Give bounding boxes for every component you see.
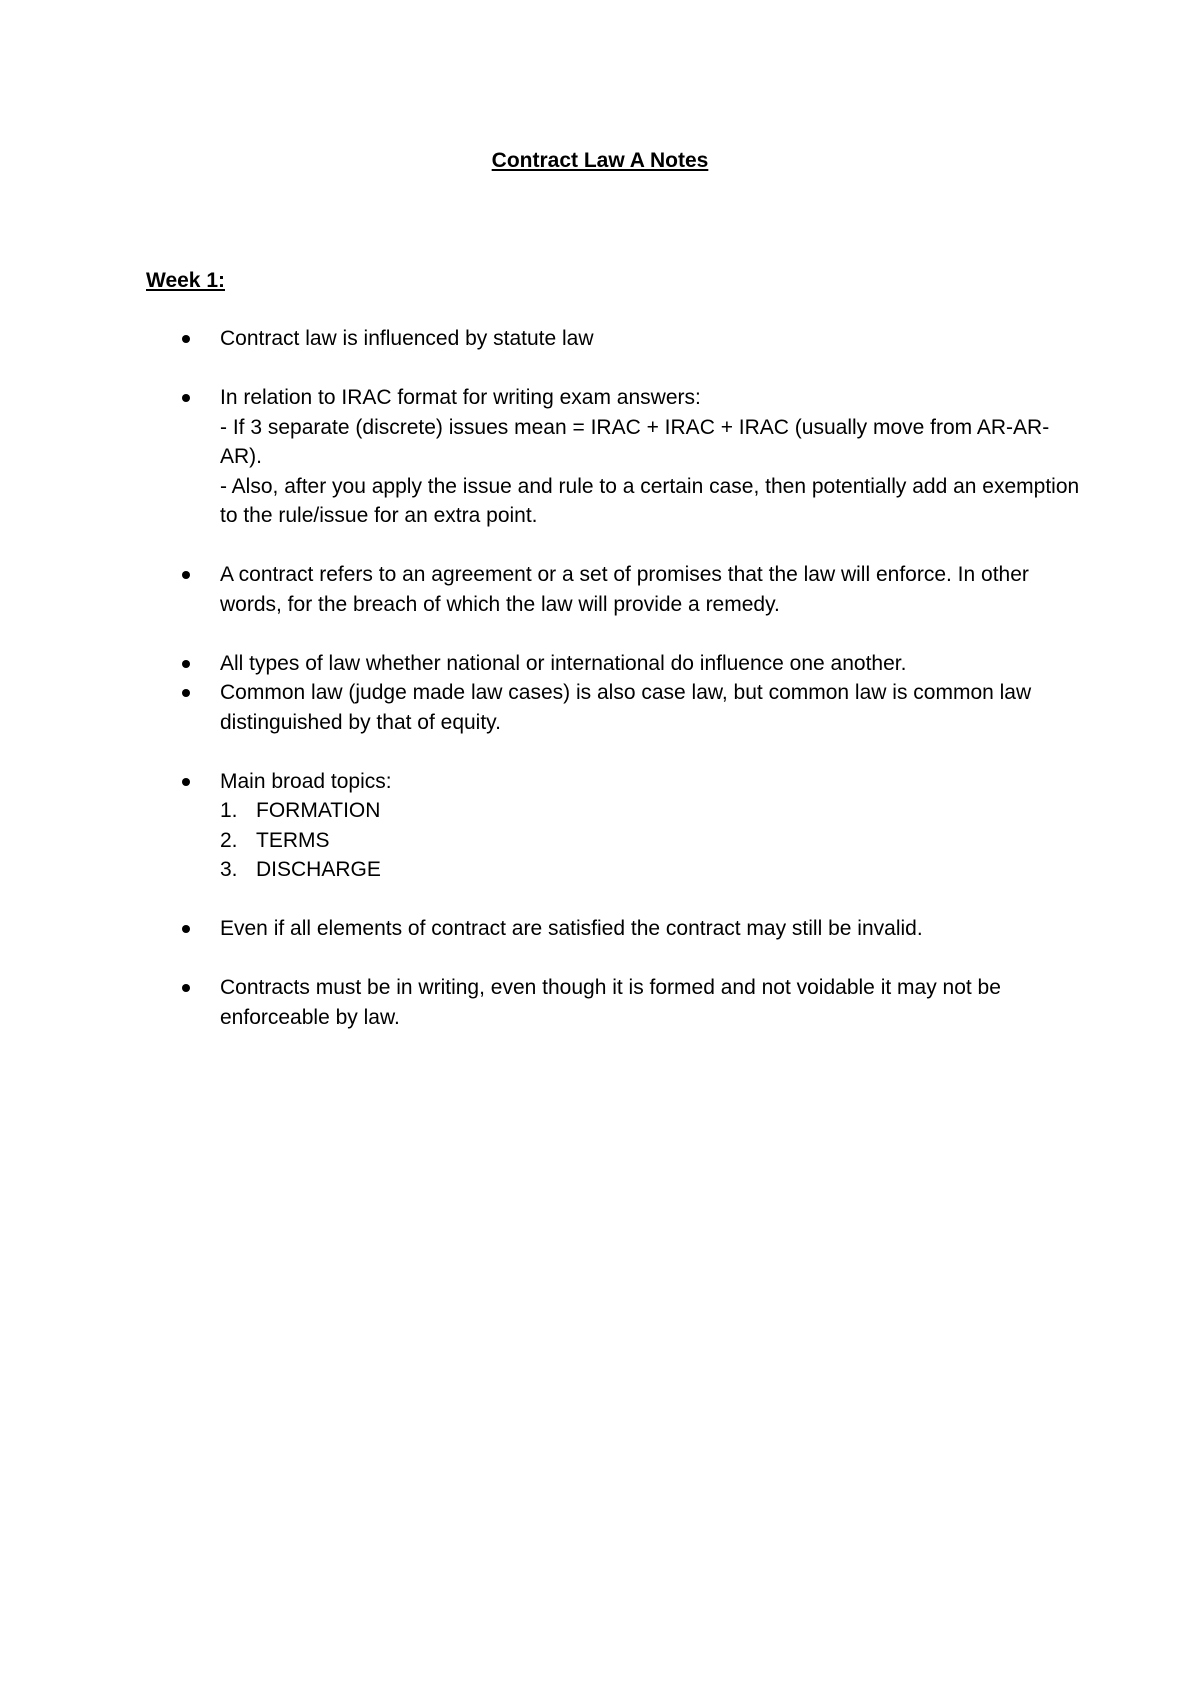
document-title: Contract Law A Notes <box>491 149 709 172</box>
list-item <box>146 767 1086 885</box>
topic-number: 2. <box>220 828 238 852</box>
bullet-icon <box>182 394 190 402</box>
topic-text: TERMS <box>256 828 330 852</box>
topic-text: FORMATION <box>256 799 381 822</box>
list-item <box>146 560 1086 619</box>
week-heading: Week 1: <box>146 269 225 292</box>
bullet-icon <box>182 778 190 786</box>
list-item <box>146 678 1086 737</box>
bullet-icon <box>182 925 190 933</box>
list-item <box>146 324 1086 354</box>
topic-item <box>220 826 1086 856</box>
bullet-list <box>146 324 1086 1032</box>
bullet-subline: - If 3 separate (discrete) issues mean = IRAC + IRAC + IRAC (usually move from AR-AR-AR). <box>220 415 1050 468</box>
bullet-icon <box>182 660 190 668</box>
bullet-text: Main broad topics: <box>220 769 392 793</box>
bullet-text: Common law (judge made law cases) is also case law, but common law is common law distinguished by that of equity. <box>220 681 1032 734</box>
bullet-icon <box>182 335 190 343</box>
bullet-text: A contract refers to an agreement or a set of promises that the law will enforce. In other words, for the breach of which the law will provide a remedy. <box>220 563 1029 616</box>
topic-text: DISCHARGE <box>256 858 381 881</box>
topics-list <box>220 796 1086 885</box>
bullet-subline: - Also, after you apply the issue and rule to a certain case, then potentially add an exemption to the rule/issue for an extra point. <box>220 474 1080 527</box>
list-item <box>146 973 1086 1032</box>
bullet-text: In relation to IRAC format for writing exam answers: <box>220 386 701 409</box>
bullet-text: Even if all elements of contract are satisfied the contract may still be invalid. <box>220 917 923 940</box>
bullet-icon <box>182 984 190 992</box>
topic-number: 3. <box>220 858 238 881</box>
bullet-text: Contracts must be in writing, even though it is formed and not voidable it may not be enforceable by law. <box>220 976 1001 1029</box>
list-item <box>146 649 1086 679</box>
topic-item <box>220 855 1086 885</box>
list-item <box>146 914 1086 944</box>
bullet-icon <box>182 571 190 579</box>
list-item <box>146 383 1086 531</box>
topic-number: 1. <box>220 799 238 822</box>
topic-item <box>220 796 1086 826</box>
bullet-icon <box>182 689 190 697</box>
bullet-text: Contract law is influenced by statute law <box>220 327 594 350</box>
bullet-text: All types of law whether national or international do influence one another. <box>220 651 907 675</box>
